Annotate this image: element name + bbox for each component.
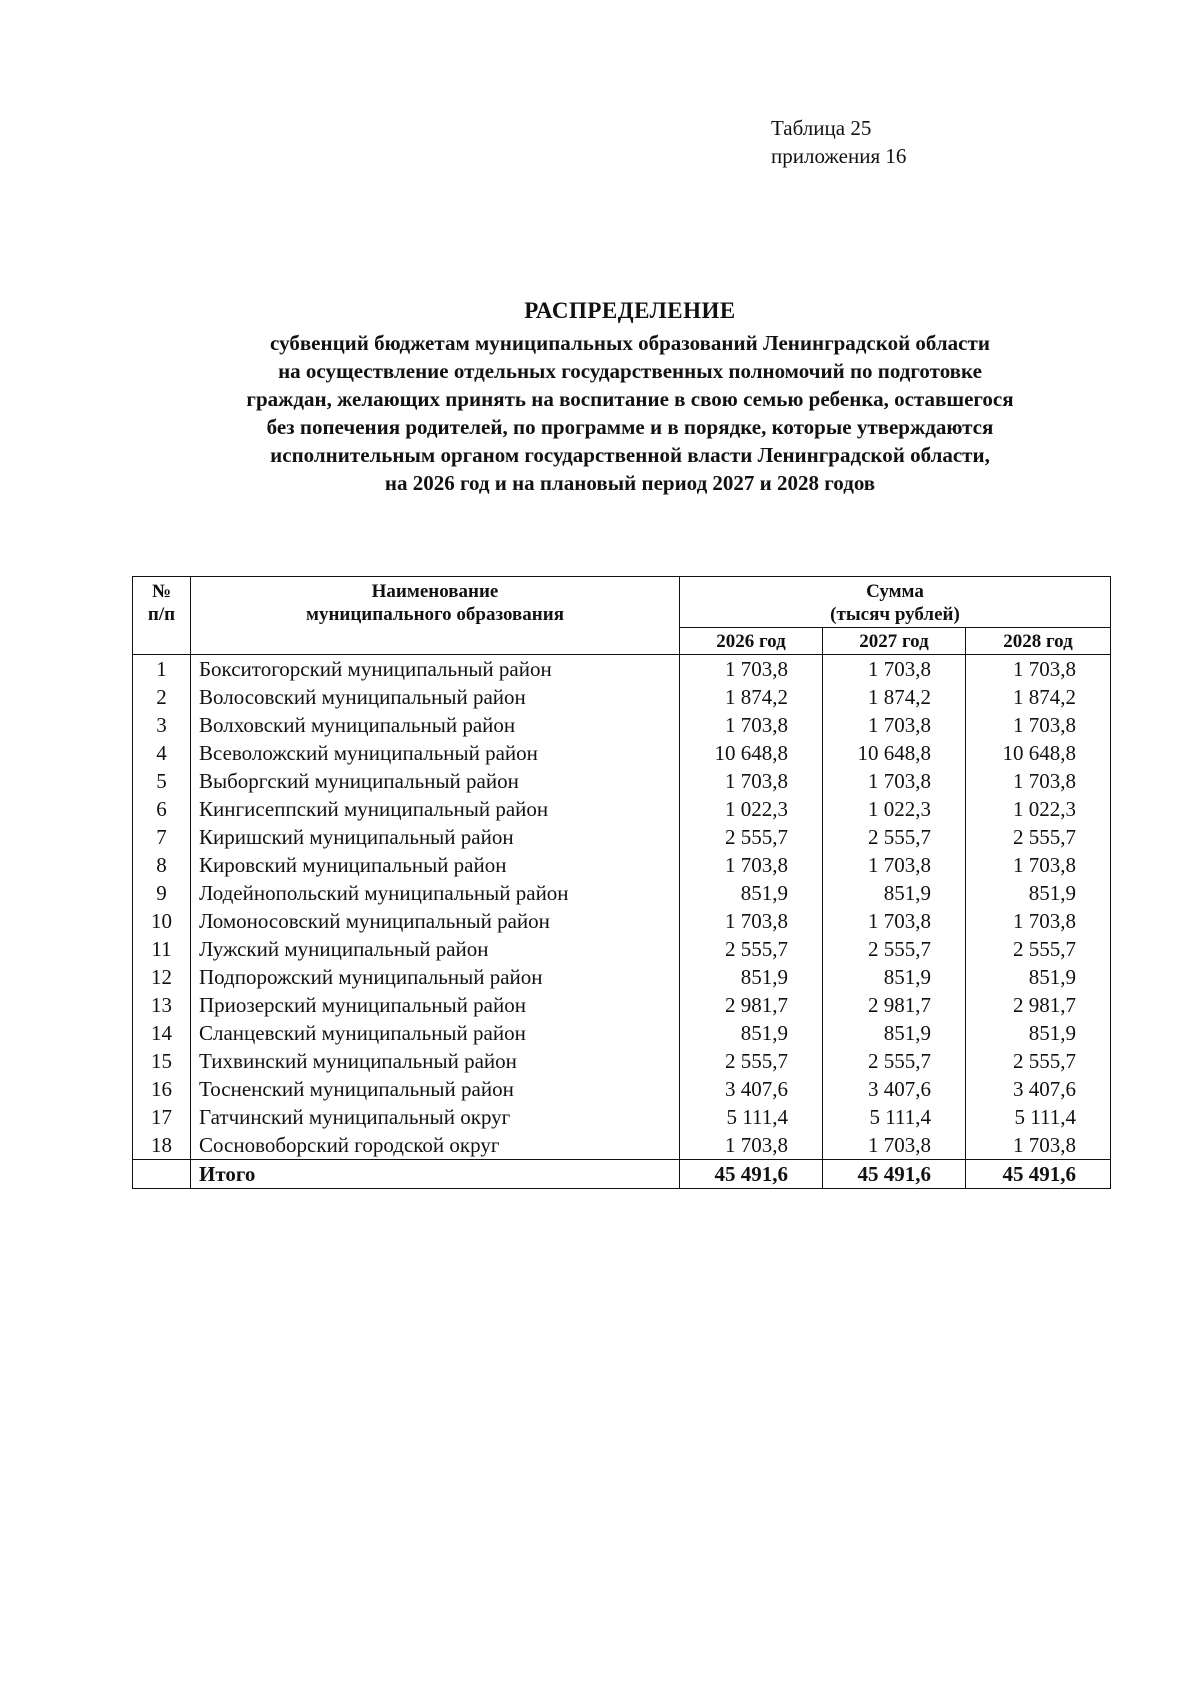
- table-row: [133, 823, 1111, 851]
- row-2027-cell: 2 555,7: [823, 935, 966, 963]
- row-2028-cell: 1 703,8: [966, 851, 1111, 879]
- row-name-cell: Гатчинский муниципальный округ: [191, 1103, 680, 1131]
- row-2026-cell: 1 022,3: [680, 795, 823, 823]
- total-label-cell: Итого: [191, 1160, 680, 1189]
- subtitle-line: на 2026 год и на плановый период 2027 и 2028 годов: [384, 471, 876, 495]
- row-name-cell: Всеволожский муниципальный район: [191, 739, 680, 767]
- row-2028-cell: 2 555,7: [966, 935, 1111, 963]
- row-number-cell: 3: [133, 711, 191, 739]
- table-body: [133, 655, 1111, 1160]
- row-number-cell: 18: [133, 1131, 191, 1160]
- row-2027-cell: 3 407,6: [823, 1075, 966, 1103]
- row-2028-cell: 1 703,8: [966, 767, 1111, 795]
- column-sum-label: Сумма: [866, 581, 924, 602]
- subtitle-line: на осуществление отдельных государственных полномочий по подготовке: [278, 359, 982, 383]
- subtitle-line: исполнительным органом государственной власти Ленинградской области,: [270, 443, 990, 467]
- row-2027-cell: 1 874,2: [823, 683, 966, 711]
- column-name-header: [191, 577, 680, 655]
- table-row: [133, 935, 1111, 963]
- table-row: [133, 683, 1111, 711]
- row-2026-cell: 5 111,4: [680, 1103, 823, 1131]
- row-name-cell: Волховский муниципальный район: [191, 711, 680, 739]
- total-2026-cell: 45 491,6: [680, 1160, 823, 1189]
- document-reference: [771, 114, 906, 170]
- row-number-cell: 4: [133, 739, 191, 767]
- row-2027-cell: 10 648,8: [823, 739, 966, 767]
- row-2027-cell: 1 022,3: [823, 795, 966, 823]
- row-number-cell: 10: [133, 907, 191, 935]
- row-2026-cell: 1 703,8: [680, 1131, 823, 1160]
- row-number-cell: 8: [133, 851, 191, 879]
- table-row: [133, 907, 1111, 935]
- row-number-cell: 13: [133, 991, 191, 1019]
- row-number-cell: 12: [133, 963, 191, 991]
- row-number-cell: 11: [133, 935, 191, 963]
- row-number-cell: 5: [133, 767, 191, 795]
- column-number-label: №: [151, 581, 172, 602]
- column-sum-header: [680, 577, 1111, 628]
- row-2027-cell: 851,9: [823, 963, 966, 991]
- row-2028-cell: 851,9: [966, 963, 1111, 991]
- allocation-table: [132, 576, 1111, 1189]
- subtitle-line: без попечения родителей, по программе и в порядке, которые утверждаются: [266, 415, 994, 439]
- column-number-sublabel: п/п: [147, 604, 176, 625]
- row-2027-cell: 1 703,8: [823, 767, 966, 795]
- row-name-cell: Приозерский муниципальный район: [191, 991, 680, 1019]
- row-2026-cell: 1 703,8: [680, 907, 823, 935]
- table-row: [133, 963, 1111, 991]
- row-2027-cell: 1 703,8: [823, 851, 966, 879]
- row-2028-cell: 2 981,7: [966, 991, 1111, 1019]
- row-2028-cell: 851,9: [966, 1019, 1111, 1047]
- total-row: [133, 1160, 1111, 1189]
- table-footer: [133, 1160, 1111, 1189]
- row-number-cell: 14: [133, 1019, 191, 1047]
- row-2027-cell: 2 555,7: [823, 1047, 966, 1075]
- table-row: [133, 1047, 1111, 1075]
- document-subtitle: [90, 329, 1170, 497]
- row-2026-cell: 2 555,7: [680, 1047, 823, 1075]
- row-2028-cell: 3 407,6: [966, 1075, 1111, 1103]
- row-2026-cell: 1 703,8: [680, 851, 823, 879]
- row-name-cell: Выборгский муниципальный район: [191, 767, 680, 795]
- column-name-sublabel: муниципального образования: [306, 604, 564, 625]
- row-2028-cell: 851,9: [966, 879, 1111, 907]
- row-number-cell: 1: [133, 655, 191, 684]
- row-2026-cell: 1 874,2: [680, 683, 823, 711]
- table-header: [133, 577, 1111, 655]
- row-number-cell: 9: [133, 879, 191, 907]
- row-number-cell: 16: [133, 1075, 191, 1103]
- table-row: [133, 851, 1111, 879]
- row-2027-cell: 2 555,7: [823, 823, 966, 851]
- row-2028-cell: 5 111,4: [966, 1103, 1111, 1131]
- table-row: [133, 711, 1111, 739]
- column-number-header: [133, 577, 191, 655]
- row-name-cell: Волосовский муниципальный район: [191, 683, 680, 711]
- row-name-cell: Сосновоборский городской округ: [191, 1131, 680, 1160]
- row-2026-cell: 1 703,8: [680, 655, 823, 684]
- row-2027-cell: 851,9: [823, 879, 966, 907]
- row-2027-cell: 1 703,8: [823, 711, 966, 739]
- column-year-2028: 2028 год: [966, 628, 1111, 655]
- row-name-cell: Ломоносовский муниципальный район: [191, 907, 680, 935]
- column-year-2027: 2027 год: [823, 628, 966, 655]
- row-2026-cell: 10 648,8: [680, 739, 823, 767]
- row-2027-cell: 1 703,8: [823, 907, 966, 935]
- row-2028-cell: 1 703,8: [966, 1131, 1111, 1160]
- row-2027-cell: 851,9: [823, 1019, 966, 1047]
- table-row: [133, 1075, 1111, 1103]
- row-name-cell: Тихвинский муниципальный район: [191, 1047, 680, 1075]
- column-year-2026: 2026 год: [680, 628, 823, 655]
- row-2026-cell: 851,9: [680, 879, 823, 907]
- row-name-cell: Подпорожский муниципальный район: [191, 963, 680, 991]
- total-2028-cell: 45 491,6: [966, 1160, 1111, 1189]
- table-row: [133, 795, 1111, 823]
- row-2027-cell: 1 703,8: [823, 1131, 966, 1160]
- row-2028-cell: 1 874,2: [966, 683, 1111, 711]
- row-name-cell: Бокситогорский муниципальный район: [191, 655, 680, 684]
- row-name-cell: Кировский муниципальный район: [191, 851, 680, 879]
- row-2026-cell: 851,9: [680, 1019, 823, 1047]
- row-2028-cell: 1 703,8: [966, 711, 1111, 739]
- row-2026-cell: 851,9: [680, 963, 823, 991]
- row-number-cell: 15: [133, 1047, 191, 1075]
- row-2026-cell: 1 703,8: [680, 711, 823, 739]
- row-2028-cell: 2 555,7: [966, 1047, 1111, 1075]
- column-name-label: Наименование: [371, 581, 499, 602]
- row-2028-cell: 10 648,8: [966, 739, 1111, 767]
- row-2026-cell: 2 555,7: [680, 823, 823, 851]
- table-row: [133, 1131, 1111, 1160]
- subtitle-line: граждан, желающих принять на воспитание в свою семью ребенка, оставшегося: [246, 387, 1014, 411]
- table-row: [133, 655, 1111, 684]
- table-row: [133, 767, 1111, 795]
- row-number-cell: 17: [133, 1103, 191, 1131]
- row-2028-cell: 1 022,3: [966, 795, 1111, 823]
- row-2026-cell: 2 555,7: [680, 935, 823, 963]
- row-2026-cell: 3 407,6: [680, 1075, 823, 1103]
- table-reference: Таблица 25: [771, 116, 872, 140]
- row-name-cell: Кингисеппский муниципальный район: [191, 795, 680, 823]
- table-row: [133, 991, 1111, 1019]
- row-2028-cell: 2 555,7: [966, 823, 1111, 851]
- row-2027-cell: 2 981,7: [823, 991, 966, 1019]
- row-2026-cell: 2 981,7: [680, 991, 823, 1019]
- table-row: [133, 739, 1111, 767]
- row-name-cell: Лодейнопольский муниципальный район: [191, 879, 680, 907]
- row-number-cell: 2: [133, 683, 191, 711]
- row-2028-cell: 1 703,8: [966, 655, 1111, 684]
- row-2027-cell: 5 111,4: [823, 1103, 966, 1131]
- appendix-reference: приложения 16: [771, 144, 907, 168]
- document-title: РАСПРЕДЕЛЕНИЕ: [524, 298, 736, 323]
- total-2027-cell: 45 491,6: [823, 1160, 966, 1189]
- row-number-cell: 6: [133, 795, 191, 823]
- row-name-cell: Сланцевский муниципальный район: [191, 1019, 680, 1047]
- column-sum-unit: (тысяч рублей): [830, 604, 960, 625]
- row-number-cell: 7: [133, 823, 191, 851]
- row-2028-cell: 1 703,8: [966, 907, 1111, 935]
- subtitle-line: субвенций бюджетам муниципальных образований Ленинградской области: [270, 331, 990, 355]
- table-row: [133, 1019, 1111, 1047]
- total-number-cell: [133, 1160, 191, 1189]
- row-name-cell: Лужский муниципальный район: [191, 935, 680, 963]
- row-name-cell: Тосненский муниципальный район: [191, 1075, 680, 1103]
- row-2027-cell: 1 703,8: [823, 655, 966, 684]
- table-row: [133, 879, 1111, 907]
- row-name-cell: Киришский муниципальный район: [191, 823, 680, 851]
- table-row: [133, 1103, 1111, 1131]
- row-2026-cell: 1 703,8: [680, 767, 823, 795]
